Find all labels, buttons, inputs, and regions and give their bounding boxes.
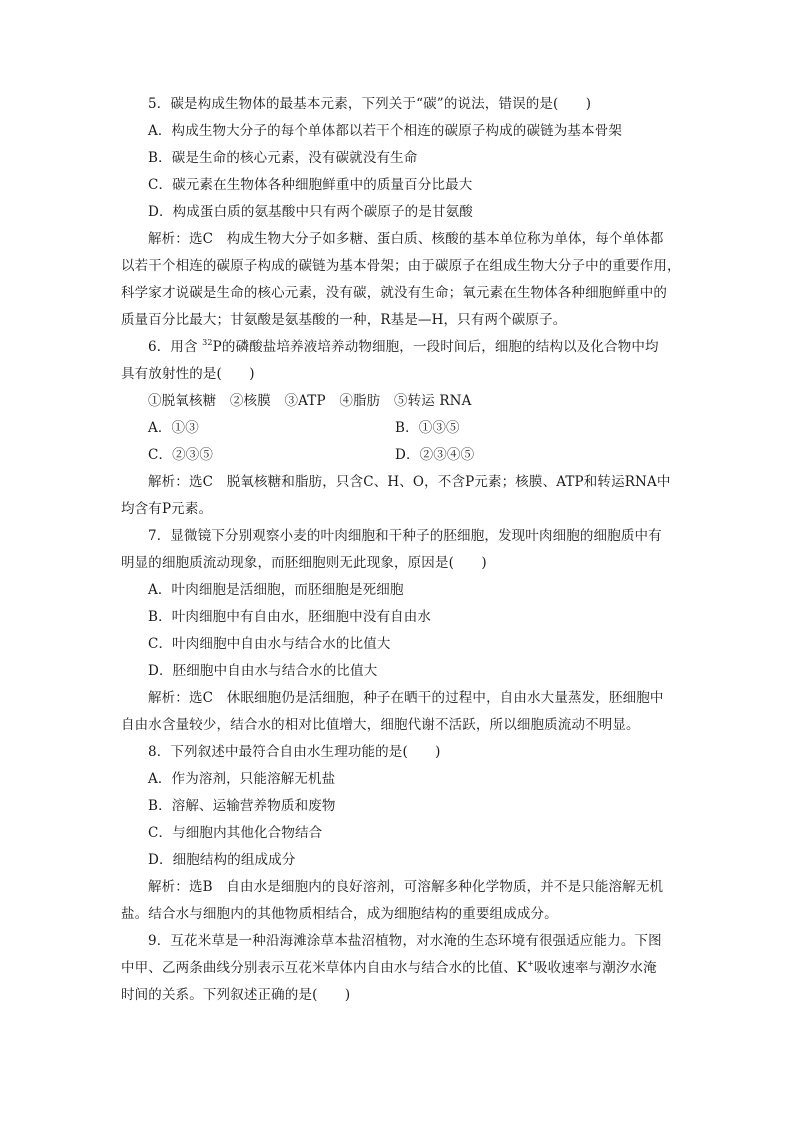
q6-option-a: A．①③ [148, 420, 199, 436]
q5-analysis-line: 科学家才说碳是生命的核心元素，没有碳，就没有生命；氧元素在生物体各种细胞鲜重中的 [121, 285, 667, 301]
q7-analysis-line: 解析：选C 休眠细胞仍是活细胞，种子在晒干的过程中，自由水大量蒸发，胚细胞中 [148, 690, 664, 706]
q9-stem-continued: 时间的关系。下列叙述正确的是( ) [121, 987, 351, 1003]
question-content [121, 91, 681, 1009]
q6-analysis-line: 均含有P元素。 [121, 501, 213, 517]
q6-options-row [121, 442, 681, 469]
q6-stem-continued: 具有放射性的是( ) [121, 366, 255, 382]
q9-stem-continued [121, 955, 681, 982]
q5-option-b: B．碳是生命的核心元素，没有碳就没有生命 [148, 150, 418, 166]
q7-option-b: B．叶肉细胞中有自由水，胚细胞中没有自由水 [148, 609, 432, 625]
q7-stem: 7．显微镜下分别观察小麦的叶肉细胞和干种子的胚细胞，发现叶肉细胞的细胞质中有 [148, 528, 662, 544]
q6-option-d: D．②③④⑤ [395, 447, 475, 463]
q6-items: ①脱氧核糖 ②核膜 ③ATP ④脂肪 ⑤转运 RNA [148, 393, 472, 409]
q9-stem-pre: 中甲、乙两条曲线分别表示互花米草体内自由水与结合水的比值、K [121, 960, 528, 976]
q8-option-c: C．与细胞内其他化合物结合 [148, 825, 323, 841]
q5-analysis-line: 质量百分比最大；甘氨酸是氨基酸的一种，R基是—H，只有两个碳原子。 [121, 312, 567, 328]
q8-analysis-line: 盐。结合水与细胞内的其他物质相结合，成为细胞结构的重要组成成分。 [121, 906, 558, 922]
q5-option-a: A．构成生物大分子的每个单体都以若干个相连的碳原子构成的碳链为基本骨架 [148, 123, 622, 139]
q6-option-b: B．①③⑤ [395, 420, 460, 436]
q6-stem-post: P的磷酸盐培养液培养动物细胞，一段时间后，细胞的结构以及化合物中均 [212, 339, 659, 355]
q7-option-c: C．叶肉细胞中自由水与结合水的比值大 [148, 636, 391, 652]
q8-option-a: A．作为溶剂，只能溶解无机盐 [148, 771, 336, 787]
ion-charge-superscript: + [527, 958, 534, 968]
q8-option-d: D．细胞结构的组成成分 [148, 852, 296, 868]
q6-analysis-line: 解析：选C 脱氧核糖和脂肪，只含C、H、O，不含P元素；核膜、ATP和转运RNA中 [148, 474, 671, 490]
q6-option-c: C．②③⑤ [148, 447, 214, 463]
q6-stem-pre: 6．用含 [148, 339, 203, 355]
q7-stem-continued: 明显的细胞质流动现象，而胚细胞则无此现象，原因是( ) [121, 555, 487, 571]
q7-analysis-line: 自由水含量较少，结合水的相对比值增大，细胞代谢不活跃，所以细胞质流动不明显。 [121, 717, 640, 733]
q6-options-row [121, 415, 681, 442]
isotope-superscript: 32 [202, 337, 213, 347]
q5-option-d: D．构成蛋白质的氨基酸中只有两个碳原子的是甘氨酸 [148, 204, 473, 220]
q8-analysis-line: 解析：选B 自由水是细胞内的良好溶剂，可溶解多种化学物质，并不是只能溶解无机 [148, 879, 664, 895]
q8-option-b: B．溶解、运输营养物质和废物 [148, 798, 336, 814]
q5-analysis-line: 以若干个相连的碳原子构成的碳链为基本骨架；由于碳原子在组成生物大分子中的重要作用， [121, 258, 681, 274]
q6-stem [121, 334, 681, 361]
q5-stem: 5．碳是构成生物体的最基本元素，下列关于“碳”的说法，错误的是( ) [148, 96, 592, 112]
q5-analysis-line: 解析：选C 构成生物大分子如多糖、蛋白质、核酸的基本单位称为单体，每个单体都 [148, 231, 664, 247]
q7-option-a: A．叶肉细胞是活细胞，而胚细胞是死细胞 [148, 582, 404, 598]
q7-option-d: D．胚细胞中自由水与结合水的比值大 [148, 663, 378, 679]
q9-stem: 9．互花米草是一种沿海滩涂草本盐沼植物，对水淹的生态环境有很强适应能力。下图 [148, 933, 662, 949]
q9-stem-post: 吸收速率与潮汐水淹 [533, 960, 657, 976]
q8-stem: 8．下列叙述中最符合自由水生理功能的是( ) [148, 744, 441, 760]
q5-option-c: C．碳元素在生物体各种细胞鲜重中的质量百分比最大 [148, 177, 473, 193]
